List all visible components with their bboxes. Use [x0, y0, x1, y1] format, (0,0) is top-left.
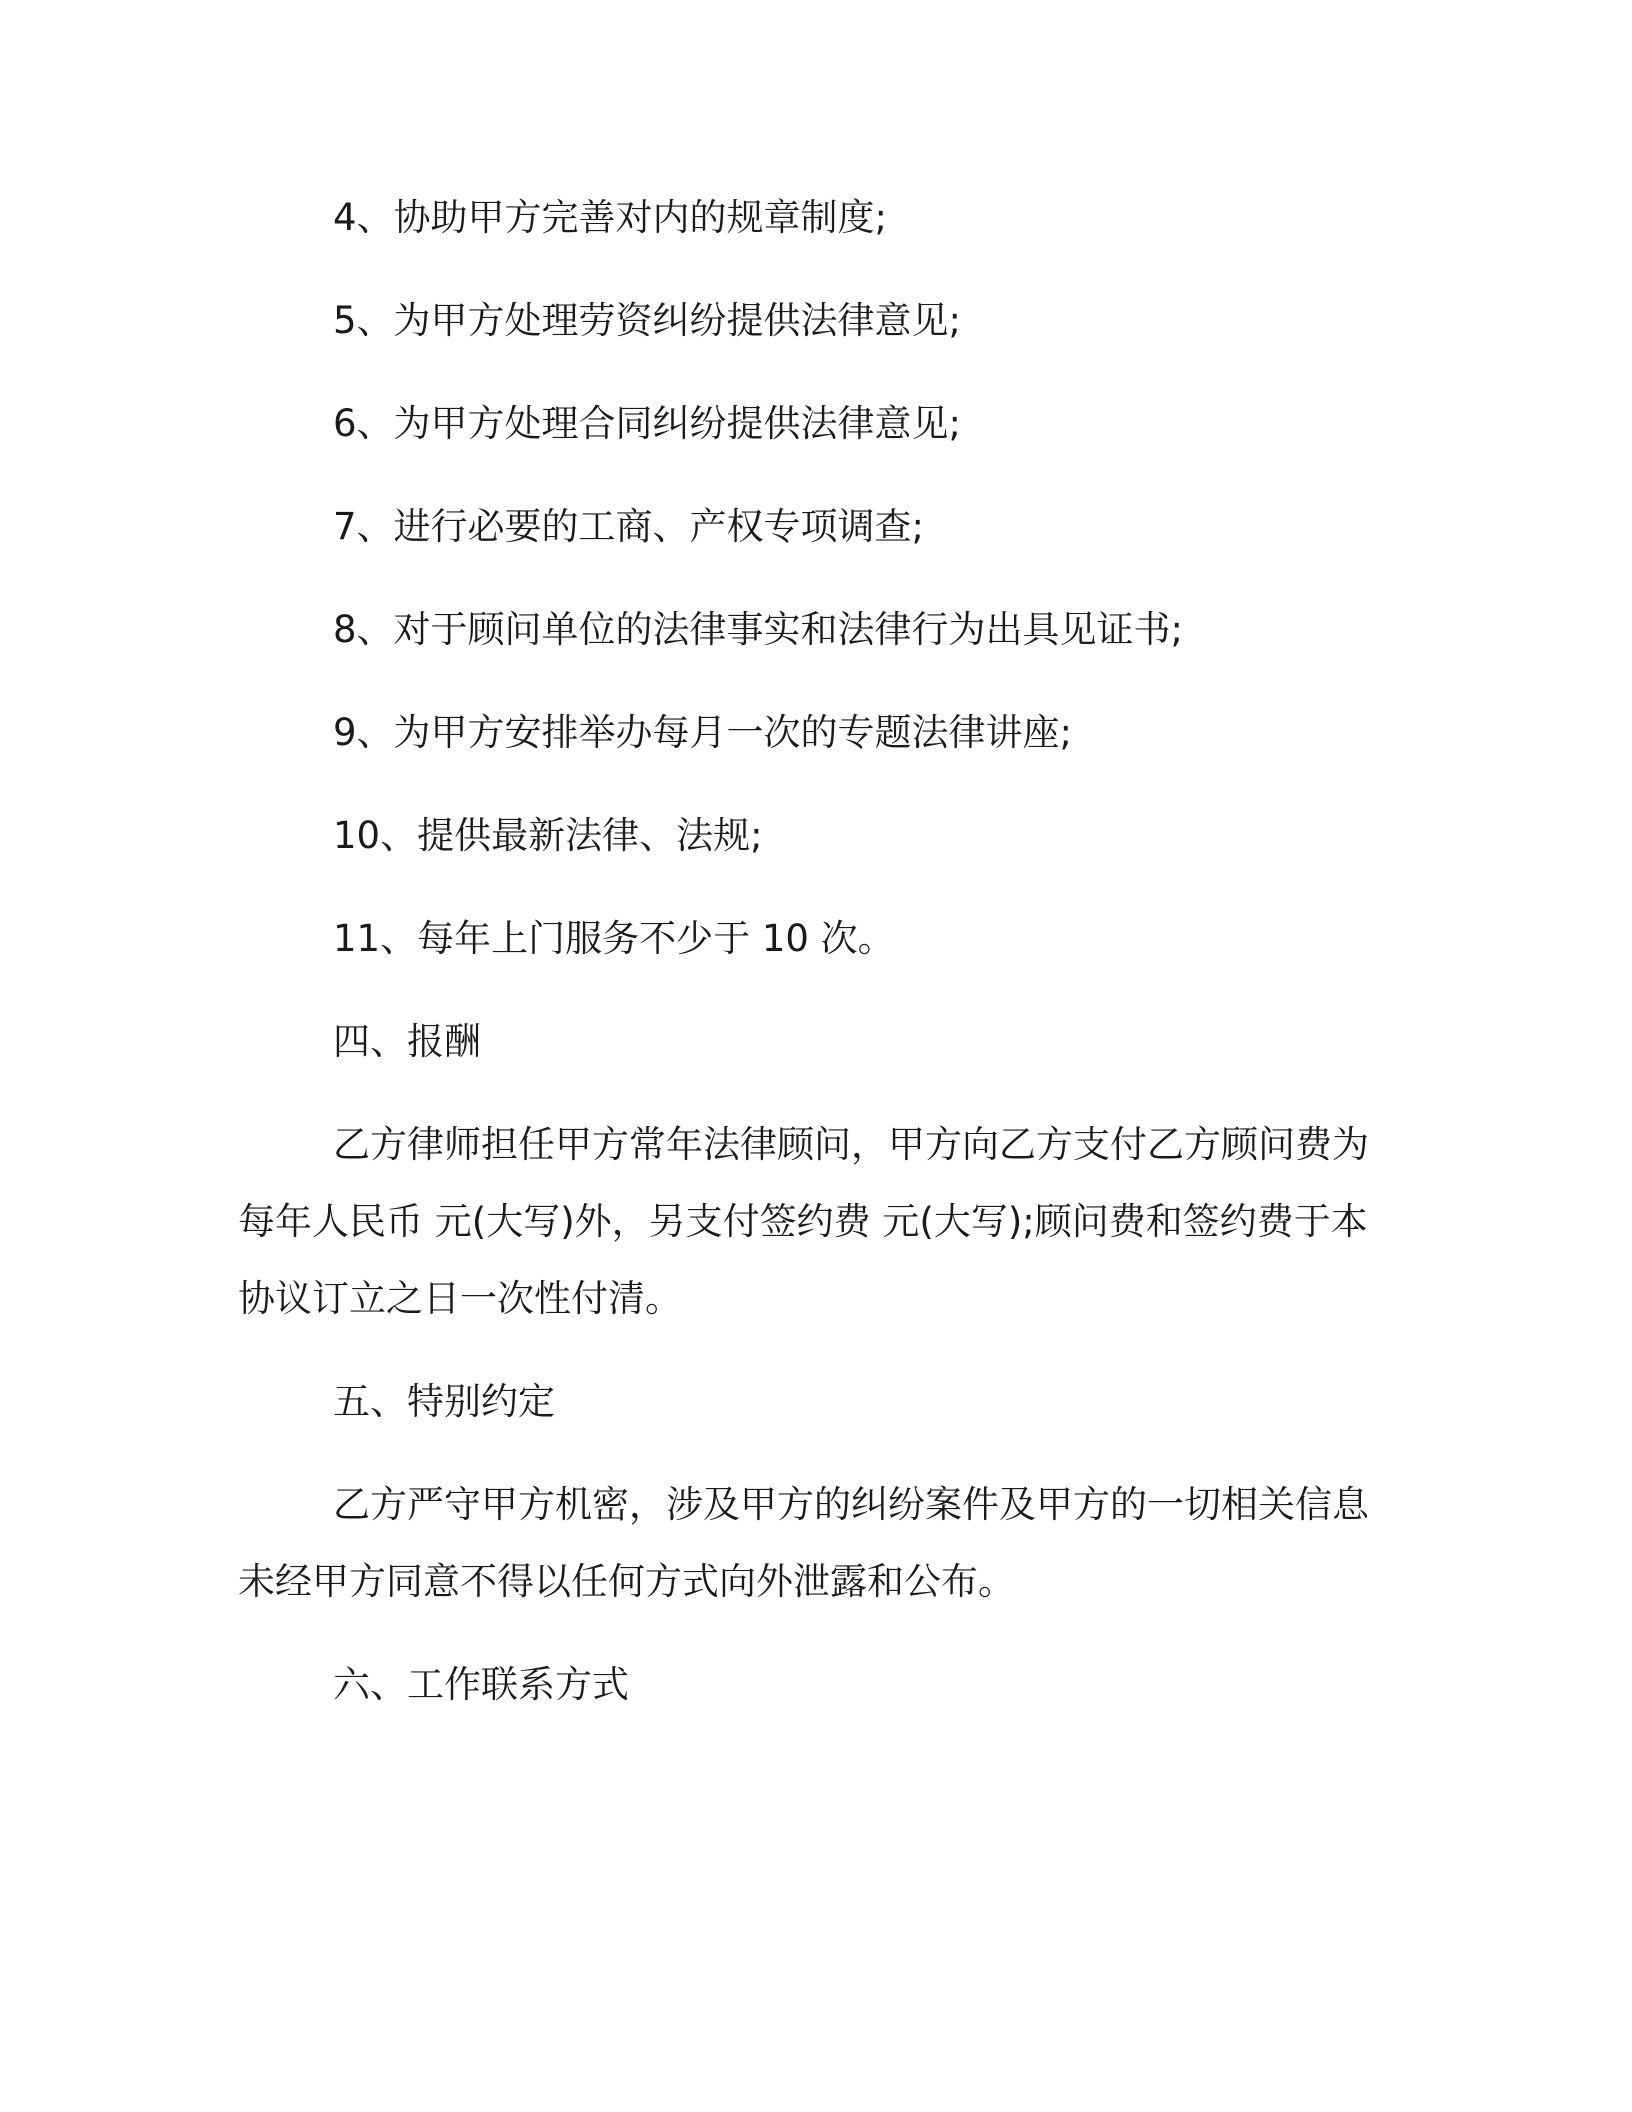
paragraph-line: 乙方律师担任甲方常年法律顾问，甲方向乙方支付乙方顾问费为 [333, 1123, 1369, 1166]
list-item: 6、为甲方处理合同纠纷提供法律意见; [333, 402, 962, 445]
paragraph-line: 未经甲方同意不得以任何方式向外泄露和公布。 [238, 1560, 1015, 1603]
list-item: 8、对于顾问单位的法律事实和法律行为出具见证书; [333, 608, 1184, 651]
list-item: 4、协助甲方完善对内的规章制度; [333, 196, 888, 239]
section-heading-contact: 六、工作联系方式 [333, 1663, 629, 1706]
list-item: 11、每年上门服务不少于 10 次。 [333, 917, 895, 960]
list-item: 5、为甲方处理劳资纠纷提供法律意见; [333, 299, 962, 342]
list-item: 10、提供最新法律、法规; [333, 814, 763, 857]
section-heading-remuneration: 四、报酬 [333, 1020, 481, 1063]
list-item: 9、为甲方安排举办每月一次的专题法律讲座; [333, 711, 1073, 754]
section-heading-special-agreement: 五、特别约定 [333, 1380, 555, 1423]
list-item: 7、进行必要的工商、产权专项调查; [333, 505, 925, 548]
paragraph-line: 协议订立之日一次性付清。 [238, 1277, 682, 1320]
paragraph-line: 每年人民币 元(大写)外，另支付签约费 元(大写);顾问费和签约费于本 [238, 1200, 1368, 1243]
paragraph-line: 乙方严守甲方机密，涉及甲方的纠纷案件及甲方的一切相关信息 [333, 1483, 1369, 1526]
